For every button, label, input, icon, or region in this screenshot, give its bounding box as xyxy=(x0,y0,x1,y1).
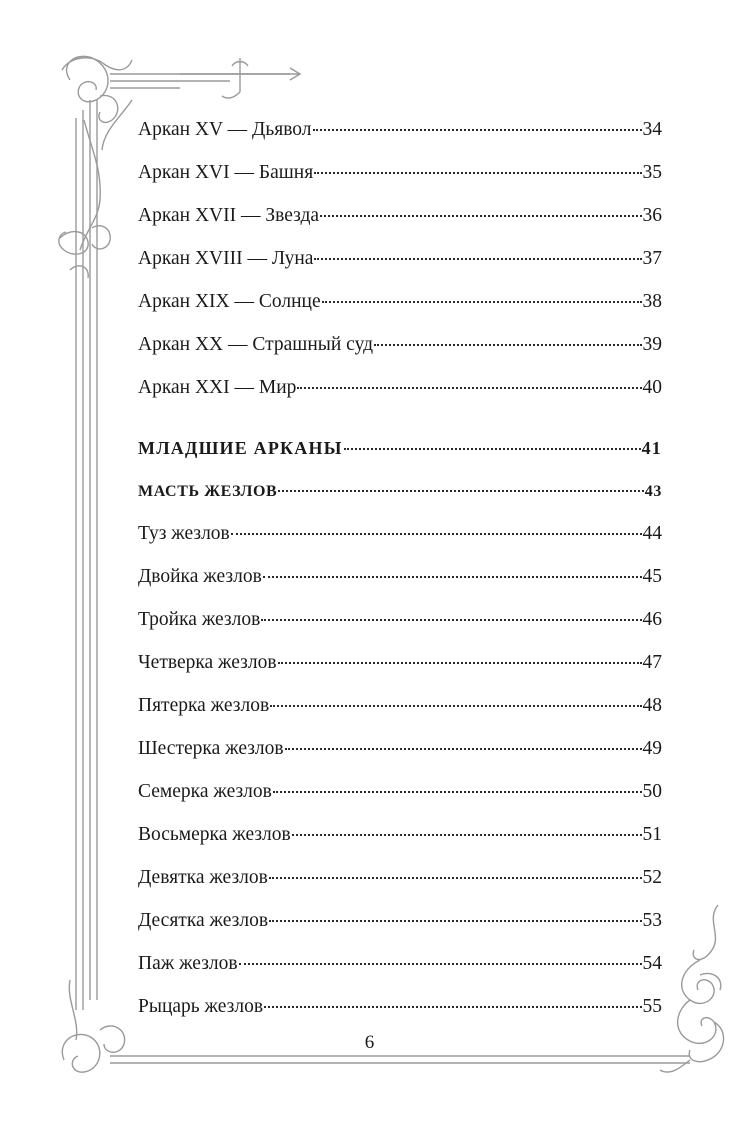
toc-entry-page: 41 xyxy=(641,438,662,458)
toc-entry[interactable] xyxy=(138,694,662,718)
toc-entry-page: 43 xyxy=(644,483,662,500)
toc-entry-page: 44 xyxy=(642,523,662,544)
toc-entry-page: 45 xyxy=(642,566,662,587)
toc-entry-title: Пятерка жезлов xyxy=(138,695,270,716)
toc-entry[interactable] xyxy=(138,204,662,228)
toc-entry-page: 39 xyxy=(642,334,662,355)
dot-leader xyxy=(231,533,642,535)
toc-entry-title: Аркан XV — Дьявол xyxy=(138,119,312,140)
toc-entry[interactable] xyxy=(138,376,662,400)
dot-leader xyxy=(264,1006,641,1008)
toc-entry-title: Паж жезлов xyxy=(138,953,238,974)
toc-entry-title: Аркан XVII — Звезда xyxy=(138,205,320,226)
toc-entry-page: 53 xyxy=(642,910,662,931)
toc-entry-title: МЛАДШИЕ АРКАНЫ xyxy=(138,438,343,458)
toc-entry-page: 47 xyxy=(642,652,662,673)
toc-entry[interactable] xyxy=(138,247,662,271)
dot-leader xyxy=(269,920,641,922)
page-number: 6 xyxy=(364,1032,375,1053)
dot-leader xyxy=(270,705,641,707)
toc-entry[interactable] xyxy=(138,995,662,1019)
toc-entry-page: 35 xyxy=(642,162,662,183)
toc-entry-title: Тройка жезлов xyxy=(138,609,261,630)
toc-entry[interactable] xyxy=(138,737,662,761)
dot-leader xyxy=(320,215,641,217)
toc-entry-title: Девятка жезлов xyxy=(138,867,268,888)
dot-leader xyxy=(278,490,643,492)
toc-entry-title: Аркан XVIII — Луна xyxy=(138,248,314,269)
dot-leader xyxy=(269,877,642,879)
toc-entry-page: 54 xyxy=(642,953,662,974)
toc-entry[interactable] xyxy=(138,909,662,933)
toc-entry[interactable] xyxy=(138,522,662,546)
toc-entry[interactable] xyxy=(138,161,662,185)
toc-entry-page: 51 xyxy=(642,824,662,845)
dot-leader xyxy=(314,172,641,174)
toc-entry[interactable] xyxy=(138,866,662,890)
toc-entry-title: Аркан XVI — Башня xyxy=(138,162,314,183)
dot-leader xyxy=(374,344,641,346)
toc-entry-page: 38 xyxy=(642,291,662,312)
dot-leader xyxy=(314,258,641,260)
dot-leader xyxy=(263,576,642,578)
toc-entry[interactable] xyxy=(138,333,662,357)
toc-entry-page: 34 xyxy=(642,119,662,140)
dot-leader xyxy=(285,748,642,750)
toc-entry-page: 40 xyxy=(642,377,662,398)
toc-section[interactable] xyxy=(138,436,662,460)
toc-entry[interactable] xyxy=(138,290,662,314)
toc-entry-title: Десятка жезлов xyxy=(138,910,269,931)
toc-entry-title: Рыцарь жезлов xyxy=(138,996,264,1017)
toc-entry-title: Аркан XIX — Солнце xyxy=(138,291,321,312)
toc-entry-title: Четверка жезлов xyxy=(138,652,277,673)
toc-entry-title: МАСТЬ ЖЕЗЛОВ xyxy=(138,483,278,500)
dot-leader xyxy=(344,448,641,450)
toc-entry-page: 46 xyxy=(642,609,662,630)
dot-leader xyxy=(273,791,642,793)
toc-entry[interactable] xyxy=(138,780,662,804)
toc-subsection[interactable] xyxy=(138,480,662,504)
toc-entry[interactable] xyxy=(138,823,662,847)
toc-entry-page: 36 xyxy=(642,205,662,226)
toc-entry[interactable] xyxy=(138,565,662,589)
toc-entry-title: Двойка жезлов xyxy=(138,566,262,587)
toc-entry-title: Восьмерка жезлов xyxy=(138,824,291,845)
toc-entry-title: Семерка жезлов xyxy=(138,781,272,802)
dot-leader xyxy=(278,662,642,664)
toc-entry[interactable] xyxy=(138,952,662,976)
toc-entry-page: 37 xyxy=(642,248,662,269)
toc-entry-page: 55 xyxy=(642,996,662,1017)
toc-entry-page: 49 xyxy=(642,738,662,759)
dot-leader xyxy=(297,387,641,389)
dot-leader xyxy=(292,834,642,836)
toc-entry-page: 48 xyxy=(642,695,662,716)
toc-entry[interactable] xyxy=(138,608,662,632)
toc-entry-title: Туз жезлов xyxy=(138,523,230,544)
dot-leader xyxy=(322,301,642,303)
toc-entry-page: 52 xyxy=(642,867,662,888)
toc-entry-title: Аркан XX — Страшный суд xyxy=(138,334,374,355)
dot-leader xyxy=(261,619,641,621)
toc-entry[interactable] xyxy=(138,118,662,142)
toc-entry-title: Шестерка жезлов xyxy=(138,738,284,759)
dot-leader xyxy=(239,963,642,965)
dot-leader xyxy=(313,129,642,131)
toc-entry-title: Аркан XXI — Мир xyxy=(138,377,297,398)
toc-entry-page: 50 xyxy=(642,781,662,802)
toc-entry[interactable] xyxy=(138,651,662,675)
